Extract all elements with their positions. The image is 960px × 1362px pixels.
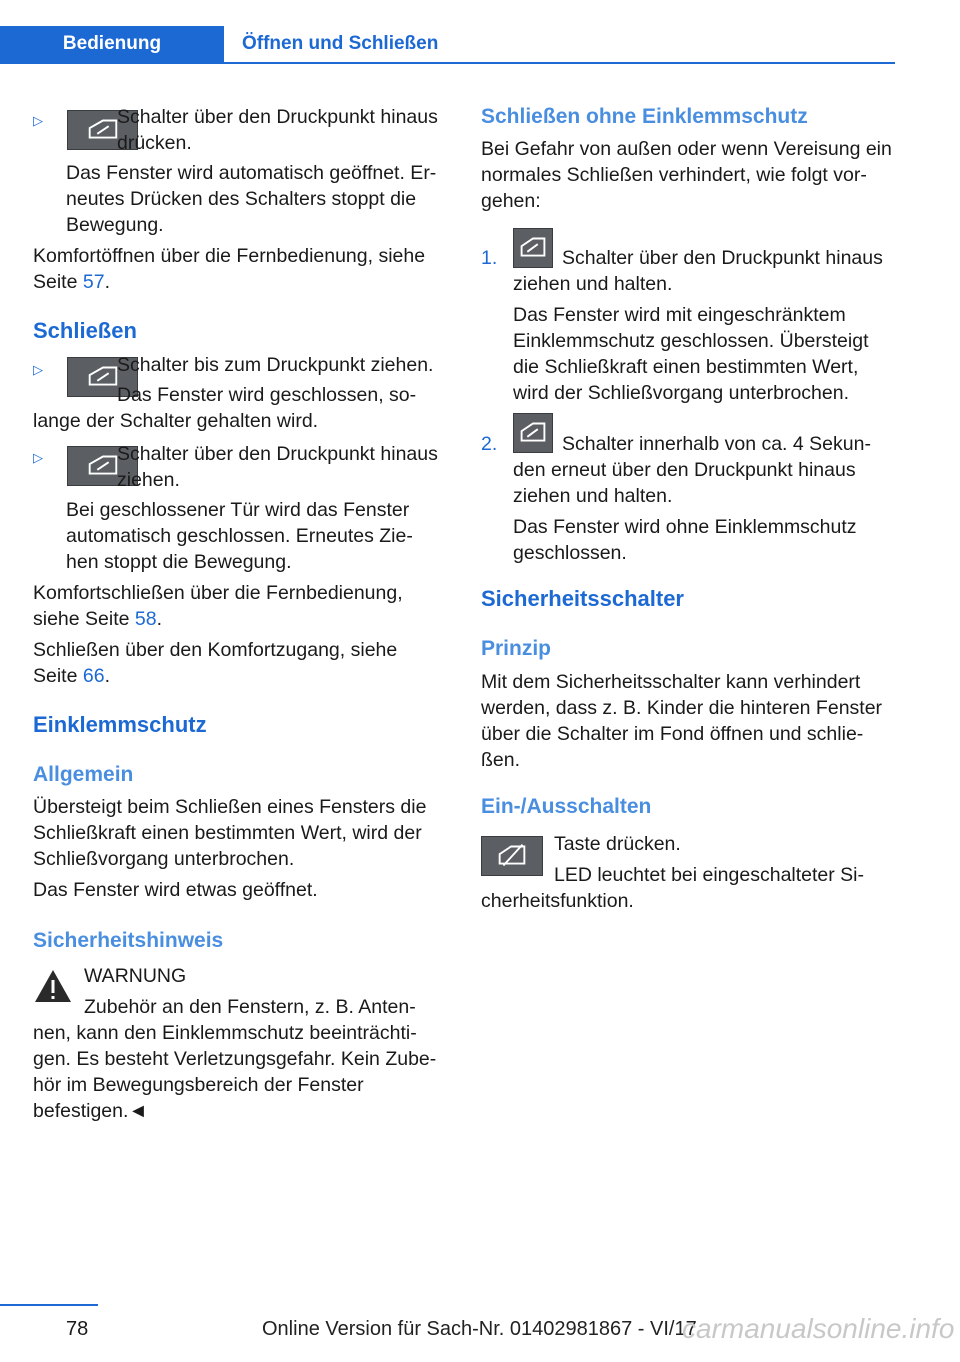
step-text: ziehen und halten. xyxy=(513,273,673,295)
subsection-heading: Ein-/Ausschalten xyxy=(481,795,652,818)
step-detail: Einklemmschutz geschlossen. Übersteigt xyxy=(513,330,869,352)
paragraph: normales Schließen verhindert, wie folgt vor‐ xyxy=(481,164,867,186)
paragraph: Das Fenster wird etwas geöffnet. xyxy=(33,879,318,901)
step-text: den erneut über den Druckpunkt hinaus xyxy=(513,459,856,481)
step-detail: geschlossen. xyxy=(513,542,627,564)
subsection-heading: Schließen ohne Einklemmschutz xyxy=(481,105,808,128)
warning-title: WARNUNG xyxy=(84,965,187,987)
step-number: 1. xyxy=(481,247,498,269)
chapter-header xyxy=(0,26,895,64)
instruction-detail: LED leuchtet bei eingeschalteter Si‐ xyxy=(554,864,865,886)
step-detail: die Schließkraft einen bestimmten Wert, xyxy=(513,356,859,378)
step-detail: Das Fenster wird ohne Einklemmschutz xyxy=(513,516,857,538)
section-heading: Einklemmschutz xyxy=(33,712,207,737)
list-bullet-triangle: ▷ xyxy=(33,450,43,465)
list-item-detail: neutes Drücken des Schalters stoppt die xyxy=(66,188,417,210)
window-switch-pull-icon xyxy=(513,413,553,453)
subsection-heading: Prinzip xyxy=(481,637,552,660)
online-version-note: Online Version für Sach-Nr. 01402981867 - VI/17 xyxy=(262,1318,697,1340)
subsection-heading: Allgemein xyxy=(33,763,134,786)
list-item-text: drücken. xyxy=(117,132,192,154)
watermark: carmanualsonline.info xyxy=(682,1313,955,1344)
paragraph: Bei Gefahr von außen oder wenn Vereisung ein xyxy=(481,138,892,160)
page-link[interactable]: 57 xyxy=(82,271,105,293)
list-item-text: Schalter bis zum Druckpunkt ziehen. xyxy=(117,354,434,376)
step-text: ziehen und halten. xyxy=(513,485,673,507)
list-item-text: Schalter über den Druckpunkt hinaus xyxy=(117,106,438,128)
step-text: Schalter innerhalb von ca. 4 Sekun‐ xyxy=(562,433,871,455)
page-link[interactable]: 66 xyxy=(82,665,105,687)
chapter-tab[interactable]: Bedienung xyxy=(0,26,224,62)
step-text: Schalter über den Druckpunkt hinaus xyxy=(562,247,883,269)
step-detail: wird der Schließvorgang unterbrochen. xyxy=(513,382,850,404)
warning-text: befestigen.◄ xyxy=(33,1100,148,1122)
warning-triangle-icon xyxy=(33,968,73,1004)
list-item-detail: lange der Schalter gehalten wird. xyxy=(33,410,319,432)
paragraph: Übersteigt beim Schließen eines Fensters die xyxy=(33,796,427,818)
list-bullet-triangle: ▷ xyxy=(33,362,43,377)
list-item-detail: Das Fenster wird geschlossen, so‐ xyxy=(117,384,417,406)
warning-text: gen. Es besteht Verletzungsgefahr. Kein Zube‐ xyxy=(33,1048,437,1070)
paragraph: Schließkraft einen bestimmten Wert, wird der xyxy=(33,822,422,844)
list-item-text: ziehen. xyxy=(117,469,180,491)
subsection-heading: Sicherheitshinweis xyxy=(33,929,224,952)
paragraph: Mit dem Sicherheitsschalter kann verhindert xyxy=(481,671,861,693)
warning-text: nen, kann den Einklemmschutz beeinträchti‐ xyxy=(33,1022,417,1044)
paragraph: siehe Seite 58. xyxy=(33,608,163,630)
window-switch-pull-icon xyxy=(513,228,553,268)
paragraph: gehen: xyxy=(481,190,541,212)
list-item-detail: automatisch geschlossen. Erneutes Zie‐ xyxy=(66,525,413,547)
warning-text: hör im Bewegungsbereich der Fenster xyxy=(33,1074,364,1096)
warning-text: Zubehör an den Fenstern, z. B. Anten‐ xyxy=(84,996,416,1018)
safety-switch-button-icon xyxy=(481,836,543,876)
paragraph: über die Schalter im Fond öffnen und schlie‐ xyxy=(481,723,864,745)
paragraph: Seite 66. xyxy=(33,665,110,687)
list-item-detail: Das Fenster wird automatisch geöffnet. Er‐ xyxy=(66,162,437,184)
list-bullet-triangle: ▷ xyxy=(33,113,43,128)
paragraph: Schließvorgang unterbrochen. xyxy=(33,848,295,870)
section-heading: Sicherheitsschalter xyxy=(481,586,684,611)
step-detail: Das Fenster wird mit eingeschränktem xyxy=(513,304,846,326)
paragraph: Schließen über den Komfortzugang, siehe xyxy=(33,639,398,661)
paragraph: ßen. xyxy=(481,749,521,771)
page-number: 78 xyxy=(66,1318,89,1340)
step-number: 2. xyxy=(481,433,498,455)
section-heading: Schließen xyxy=(33,318,137,343)
footer-rule xyxy=(0,1304,98,1306)
instruction-text: Taste drücken. xyxy=(554,833,681,855)
list-item-text: Schalter über den Druckpunkt hinaus xyxy=(117,443,438,465)
paragraph: werden, dass z. B. Kinder die hinteren Fenster xyxy=(481,697,883,719)
paragraph: Komfortschließen über die Fernbedienung, xyxy=(33,582,403,604)
instruction-detail: cherheitsfunktion. xyxy=(481,890,634,912)
section-breadcrumb[interactable]: Öffnen und Schließen xyxy=(242,33,439,54)
paragraph: Komfortöffnen über die Fernbedienung, siehe xyxy=(33,245,426,267)
list-item-detail: hen stoppt die Bewegung. xyxy=(66,551,292,573)
list-item-detail: Bewegung. xyxy=(66,214,164,236)
paragraph: Seite 57. xyxy=(33,271,110,293)
page-link[interactable]: 58 xyxy=(134,608,157,630)
list-item-detail: Bei geschlossener Tür wird das Fenster xyxy=(66,499,410,521)
